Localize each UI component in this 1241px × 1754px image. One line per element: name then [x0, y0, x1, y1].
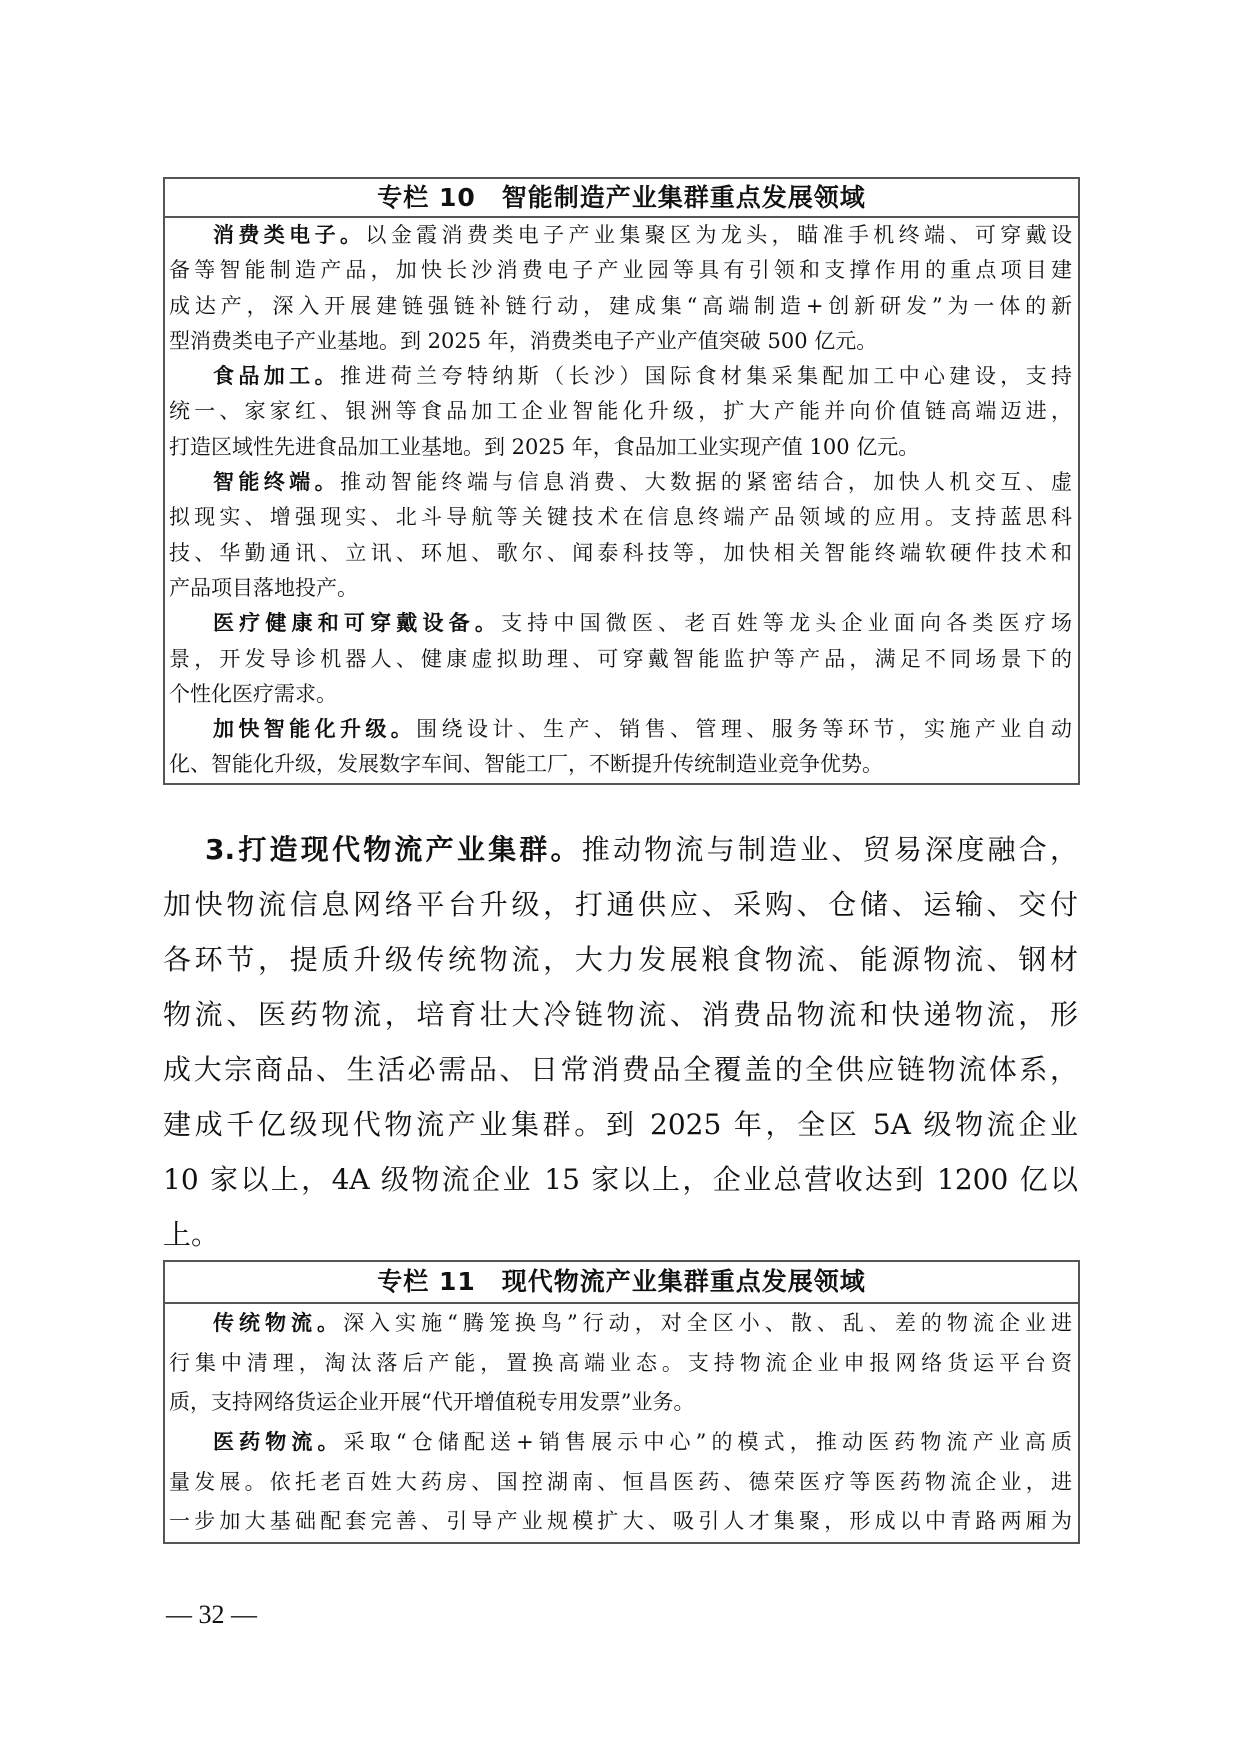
- box-line: [169, 606, 1072, 641]
- section-lead: 医药物流。: [213, 1430, 344, 1455]
- box-line: [169, 1304, 1072, 1344]
- box-line: [169, 571, 1072, 606]
- line-text: 推进荷兰夸特纳斯（长沙）国际食材集采集配加工中心建设，支持: [339, 364, 1072, 389]
- line-text: 打造区域性先进食品加工业基地。到 2025 年，食品加工业实现产值 100 亿元。: [169, 434, 920, 459]
- line-text: 量发展。依托老百姓大药房、国控湖南、恒昌医药、德荣医疗等医药物流企业，进: [169, 1469, 1072, 1494]
- line-text: 个性化医疗需求。: [169, 681, 337, 706]
- box-line: [169, 394, 1072, 429]
- page-number: — 32 —: [166, 1600, 257, 1629]
- line-text: 备等智能制造产品，加快长沙消费电子产业园等具有引领和支撑作用的重点项目建: [169, 258, 1072, 283]
- line-text: 推动物流与制造业、贸易深度融合，: [581, 833, 1078, 866]
- line-text: 物流、医药物流，培育壮大冷链物流、消费品物流和快递物流，形: [163, 998, 1078, 1031]
- section-lead: 食品加工。: [213, 364, 340, 389]
- line-text: 各环节，提质升级传统物流，大力发展粮食物流、能源物流、钢材: [163, 943, 1078, 976]
- line-text: 以金霞消费类电子产业集聚区为龙头，瞄准手机终端、可穿戴设: [365, 223, 1072, 247]
- box-title: 专栏 10 智能制造产业集群重点发展领域: [165, 179, 1078, 218]
- box-line: [169, 677, 1072, 712]
- para-line: [163, 1097, 1078, 1152]
- para-line: [163, 1042, 1078, 1097]
- line-text: 产品项目落地投产。: [169, 575, 358, 600]
- box-line: [169, 1423, 1072, 1463]
- line-text: 技、华勤通讯、立讯、环旭、歌尔、闻泰科技等，加快相关智能终端软硬件技术和: [169, 540, 1072, 565]
- section-lead: 智能终端。: [213, 470, 340, 495]
- section-heading: 3.打造现代物流产业集群。: [205, 833, 582, 866]
- feature-box-10: [163, 177, 1080, 785]
- box-line: [169, 359, 1072, 394]
- box-line: [169, 500, 1072, 535]
- line-text: 推动智能终端与信息消费、大数据的紧密结合，加快人机交互、虚: [339, 470, 1072, 495]
- box-body: [165, 218, 1078, 783]
- line-text: 采取“仓储配送+销售展示中心”的模式，推动医药物流产业高质: [343, 1430, 1072, 1455]
- box-line: [169, 324, 1072, 359]
- line-text: 成达产，深入开展建链强链补链行动，建成集“高端制造+创新研发”为一体的新: [169, 293, 1072, 318]
- box-line: [169, 289, 1072, 324]
- line-text: 拟现实、增强现实、北斗导航等关键技术在信息终端产品领域的应用。支持蓝思科: [169, 505, 1072, 530]
- line-text: 景，开发导诊机器人、健康虚拟助理、可穿戴智能监护等产品，满足不同场景下的: [169, 646, 1072, 671]
- line-text: 加快物流信息网络平台升级，打通供应、采购、仓储、运输、交付: [163, 888, 1078, 921]
- box-body: [165, 1304, 1078, 1542]
- line-text: 支持中国微医、老百姓等龙头企业面向各类医疗场: [501, 611, 1072, 636]
- feature-box-11: [163, 1260, 1080, 1544]
- line-text: 10 家以上，4A 级物流企业 15 家以上，企业总营收达到 1200 亿以: [163, 1163, 1078, 1196]
- line-text: 行集中清理，淘汰落后产能，置换高端业态。支持物流企业申报网络货运平台资: [169, 1350, 1072, 1375]
- body-paragraph: [163, 822, 1078, 1262]
- para-line: [163, 932, 1078, 987]
- para-line: [163, 1152, 1078, 1207]
- box-line: [169, 747, 1072, 782]
- section-lead: 医疗健康和可穿戴设备。: [213, 611, 502, 636]
- box-line: [169, 1383, 1072, 1423]
- box-title: 专栏 11 现代物流产业集群重点发展领域: [165, 1262, 1078, 1304]
- para-line: [163, 1207, 1078, 1262]
- line-text: 一步加大基础配套完善、引导产业规模扩大、吸引人才集聚，形成以中青路两厢为: [169, 1509, 1072, 1534]
- para-line: [163, 987, 1078, 1042]
- box-line: [169, 642, 1072, 677]
- line-text: 成大宗商品、生活必需品、日常消费品全覆盖的全供应链物流体系，: [163, 1053, 1078, 1086]
- box-line: [169, 465, 1072, 500]
- line-text: 统一、家家红、银洲等食品加工企业智能化升级，扩大产能并向价值链高端迈进，: [169, 399, 1072, 424]
- box-line: [169, 430, 1072, 465]
- para-line: [163, 822, 1078, 877]
- box-line: [169, 1463, 1072, 1503]
- line-text: 化、智能化升级，发展数字车间、智能工厂，不断提升传统制造业竞争优势。: [169, 752, 883, 777]
- box-line: [169, 218, 1072, 253]
- section-lead: 加快智能化升级。: [213, 717, 417, 742]
- box-line: [169, 1344, 1072, 1384]
- box-line: [169, 253, 1072, 288]
- line-text: 深入实施“腾笼换鸟”行动，对全区小、散、乱、差的物流企业进: [343, 1311, 1072, 1335]
- box-line: [169, 712, 1072, 747]
- box-line: [169, 536, 1072, 571]
- box-line: [169, 1502, 1072, 1542]
- line-text: 围绕设计、生产、销售、管理、服务等环节，实施产业自动: [416, 717, 1072, 742]
- section-lead: 传统物流。: [213, 1311, 344, 1335]
- para-line: [163, 877, 1078, 932]
- line-text: 上。: [163, 1218, 220, 1251]
- line-text: 建成千亿级现代物流产业集群。到 2025 年，全区 5A 级物流企业: [163, 1108, 1078, 1141]
- line-text: 质，支持网络货运企业开展“代开增值税专用发票”业务。: [169, 1390, 695, 1415]
- section-lead: 消费类电子。: [213, 223, 366, 247]
- line-text: 型消费类电子产业基地。到 2025 年，消费类电子产业产值突破 500 亿元。: [169, 328, 878, 353]
